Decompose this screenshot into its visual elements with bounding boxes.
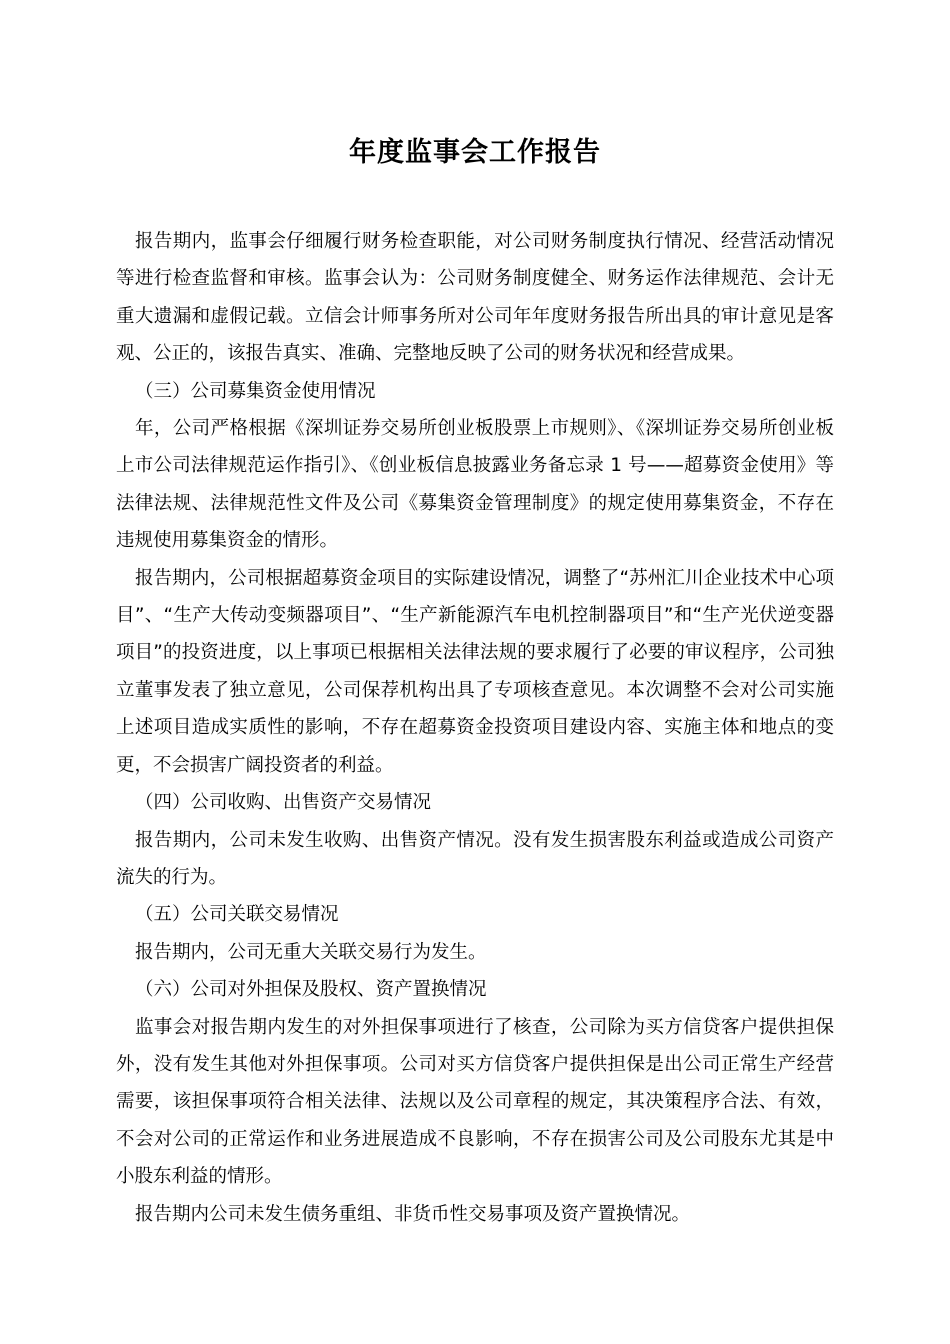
section-heading-related-transactions: （五）公司关联交易情况 bbox=[135, 904, 339, 926]
document-body bbox=[116, 223, 834, 1233]
paragraph-related-transactions: 报告期内，公司无重大关联交易行为发生。 bbox=[135, 941, 487, 963]
section-heading-guarantees: （六）公司对外担保及股权、资产置换情况 bbox=[135, 979, 487, 1001]
paragraph-debt-restructuring: 报告期内公司未发生债务重组、非货币性交易事项及资产置换情况。 bbox=[135, 1203, 691, 1225]
paragraph-financial-review: 报告期内，监事会仔细履行财务检查职能，对公司财务制度执行情况、经营活动情况等进行检查监督和审核。监事会认为：公司财务制度健全、财务运作法律规范、会计无重大遗漏和虚假记载。立信会计师事务所对公司年年度财务报告所出具的审计意见是客观、公正的，该报告真实、准确、完整地反映了公司的财务状况和经营成果。 bbox=[116, 231, 834, 365]
document-title: 年度监事会工作报告 bbox=[349, 137, 601, 168]
paragraph-asset-transactions: 报告期内，公司未发生收购、出售资产情况。没有发生损害股东利益或造成公司资产流失的行为。 bbox=[116, 829, 834, 888]
section-heading-fund-usage: （三）公司募集资金使用情况 bbox=[135, 380, 376, 402]
paragraph-project-adjustment: 报告期内，公司根据超募资金项目的实际建设情况，调整了“苏州汇川企业技术中心项目”、“生产大传动变频器项目”、“生产新能源汽车电机控制器项目”和“生产光伏逆变器项目”的投资进度，以上事项已根据相关法律法规的要求履行了必要的审议程序，公司独立董事发表了独立意见，公司保荐机构出具了专项核查意见。本次调整不会对公司实施上述项目造成实质性的影响，不存在超募资金投资项目建设内容、实施主体和地点的变更，不会损害广阔投资者的利益。 bbox=[116, 567, 834, 776]
paragraph-fund-usage: 年，公司严格根据《深圳证券交易所创业板股票上市规则》、《深圳证券交易所创业板上市公司法律规范运作指引》、《创业板信息披露业务备忘录 1 号——超募资金使用》等法律法规、法律规范性文件及公司《募集资金管理制度》的规定使用募集资金，不存在违规使用募集资金的情形。 bbox=[116, 418, 834, 552]
paragraph-guarantees: 监事会对报告期内发生的对外担保事项进行了核查，公司除为买方信贷客户提供担保外，没有发生其他对外担保事项。公司对买方信贷客户提供担保是出公司正常生产经营需要，该担保事项符合相关法律、法规以及公司章程的规定，其决策程序合法、有效，不会对公司的正常运作和业务进展造成不良影响，不存在损害公司及公司股东尤其是中小股东利益的情形。 bbox=[116, 1016, 834, 1188]
section-heading-asset-transactions: （四）公司收购、出售资产交易情况 bbox=[135, 792, 432, 814]
